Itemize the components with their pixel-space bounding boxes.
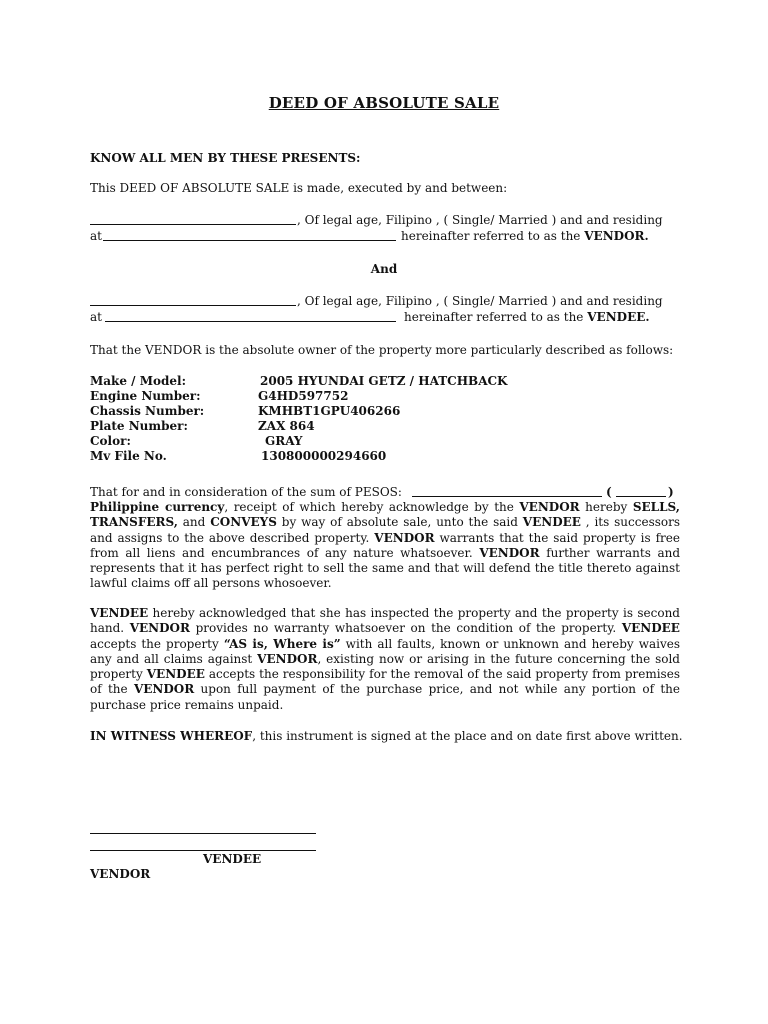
spec-label-chassis: Chassis Number: (90, 404, 205, 418)
vendee-line2-text (404, 310, 650, 325)
sells-term: SELLS, (632, 500, 680, 514)
consideration-paragraph (90, 500, 680, 592)
consideration-prefix: That for and in consideration of the sum of PESOS: (90, 485, 402, 499)
spec-value-mvfile: 130800000294660 (261, 449, 387, 463)
vendor-signature-label: VENDOR (90, 867, 151, 881)
spec-label-color: Color: (90, 434, 131, 448)
document-title: DEED OF ABSOLUTE SALE (268, 94, 500, 112)
intro-heading: KNOW ALL MEN BY THESE PRESENTS: (90, 151, 361, 165)
vendor-term: VENDOR (479, 545, 540, 560)
signature-line-2 (90, 850, 316, 851)
vendee-signature-label: VENDEE (203, 852, 262, 866)
as-is-term: “AS is, Where is” (223, 636, 341, 651)
vendee-term: VENDEE (522, 515, 581, 530)
acknowledgment-text-3: accepts the property (90, 636, 219, 651)
vendee-term: VENDEE (146, 667, 205, 682)
witness-line (90, 729, 683, 744)
consideration-text-1: , receipt of which hereby acknowledge by the (224, 500, 514, 514)
vendee-name-blank (90, 305, 296, 306)
pesos-figure-blank (616, 496, 666, 497)
vendor-term: VENDOR (133, 682, 195, 697)
witness-text: , this instrument is signed at the place and on date first above written. (252, 729, 683, 743)
acknowledgment-text-5: , existing now or arising in the future concerning the sold property (90, 651, 680, 682)
vendee-address-blank (105, 321, 396, 322)
and-label: And (370, 262, 398, 276)
vendor-line1-text: , Of legal age, Filipino , ( Single/ Married ) and and residing (297, 213, 663, 227)
spec-label-plate: Plate Number: (90, 419, 188, 433)
consideration-text-4: by way of absolute sale, unto the said (281, 515, 518, 530)
spec-value-chassis: KMHBT1GPU406266 (258, 404, 401, 418)
acknowledgment-paragraph (90, 606, 680, 713)
vendor-referred-text: hereinafter referred to as the (401, 229, 581, 243)
transfers-term: TRANSFERS, (90, 515, 178, 530)
vendee-party-label: VENDEE. (587, 310, 650, 324)
vendor-term: VENDOR (519, 500, 580, 514)
paren-open: ( (606, 485, 612, 499)
witness-bold: IN WITNESS WHEREOF (90, 729, 253, 743)
consideration-text-6: warrants that the said property is free from all liens and encumbrances of any nature whatsoever. (90, 530, 680, 560)
spec-value-color: GRAY (265, 434, 303, 448)
vendor-party-label: VENDOR. (584, 229, 649, 243)
ownership-text: That the VENDOR is the absolute owner of the property more particularly described as follows: (90, 343, 674, 357)
acknowledgment-text-4: with all faults, known or unknown and hereby waives any and all claims against (90, 636, 681, 666)
spec-label-mvfile: Mv File No. (90, 449, 167, 463)
pesos-words-blank (412, 496, 602, 497)
consideration-text-5: , its successors and assigns to the above described property. (90, 515, 680, 545)
conveys-term: CONVEYS (210, 515, 277, 530)
spec-value-make: 2005 HYUNDAI GETZ / HATCHBACK (260, 374, 508, 388)
acknowledgment-text-6: accepts the responsibility for the removal of the said property from premises of the (90, 667, 680, 697)
vendee-at-label: at (90, 310, 102, 324)
vendee-term: VENDEE (90, 606, 149, 620)
vendor-name-blank (90, 224, 296, 225)
signature-line-1 (90, 833, 316, 834)
vendee-referred-text: hereinafter referred to as the (404, 310, 584, 324)
spec-label-make: Make / Model: (90, 374, 187, 388)
currency-label: Philippine currency (90, 500, 225, 514)
intro-text: This DEED OF ABSOLUTE SALE is made, executed by and between: (90, 181, 508, 195)
consideration-text-2: hereby (585, 500, 628, 514)
acknowledgment-text-7: upon full payment of the purchase price, and not while any portion of the purchase price remains unpaid. (90, 682, 680, 712)
vendor-term: VENDOR (374, 530, 435, 545)
acknowledgment-text-1: hereby acknowledged that she has inspected the property and the property is second hand. (90, 606, 680, 636)
spec-label-engine: Engine Number: (90, 389, 201, 403)
vendee-line1-text: , Of legal age, Filipino , ( Single/ Married ) and and residing (297, 294, 663, 308)
spec-value-engine: G4HD597752 (258, 389, 349, 403)
vendor-line2-text (401, 229, 649, 244)
vendor-at-label: at (90, 229, 102, 243)
vendee-term: VENDEE (621, 621, 680, 636)
spec-value-plate: ZAX 864 (258, 419, 315, 433)
paren-close: ) (668, 485, 674, 499)
acknowledgment-text-2: provides no warranty whatsoever on the condition of the property. (195, 621, 617, 636)
vendor-address-blank (103, 240, 396, 241)
consideration-text-3: and (182, 515, 206, 530)
vendor-term: VENDOR (257, 651, 318, 666)
consideration-text-7: further warrants and represents that it has perfect right to sell the same and that will defend the title thereto against lawful claims off all persons whosoever. (90, 545, 681, 591)
vendor-term: VENDOR (129, 621, 190, 636)
